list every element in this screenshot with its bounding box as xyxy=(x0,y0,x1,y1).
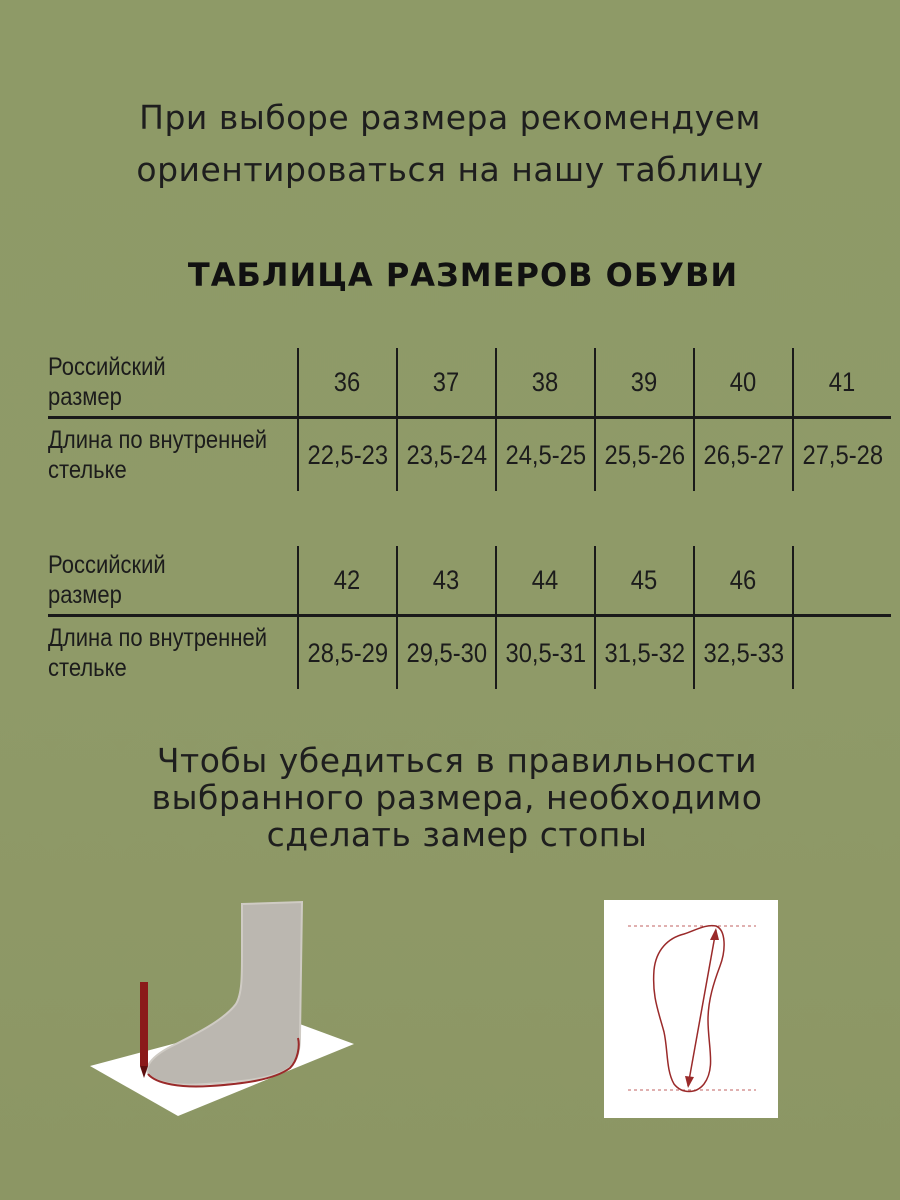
size-cell: 39 xyxy=(595,348,694,418)
table-row-lengths xyxy=(48,616,891,690)
length-cell: 27,5-28 xyxy=(793,418,891,492)
length-cell: 32,5-33 xyxy=(694,616,793,690)
paper-card xyxy=(604,900,778,1118)
size-cell: 37 xyxy=(397,348,496,418)
size-cell: 36 xyxy=(298,348,397,418)
row-label-size: Российский размер xyxy=(48,546,268,616)
marker-body xyxy=(140,982,148,1066)
page-title: ТАБЛИЦА РАЗМЕРОВ ОБУВИ xyxy=(187,256,739,294)
length-cell: 29,5-30 xyxy=(397,616,496,690)
size-cell: 46 xyxy=(694,546,793,616)
size-cell: 42 xyxy=(298,546,397,616)
size-cell: 40 xyxy=(694,348,793,418)
empty-cell xyxy=(793,546,891,616)
size-cell: 38 xyxy=(496,348,595,418)
length-cell: 31,5-32 xyxy=(595,616,694,690)
length-cell: 22,5-23 xyxy=(298,418,397,492)
size-cell: 41 xyxy=(793,348,891,418)
insole-outline-icon xyxy=(604,900,780,1120)
length-cell: 28,5-29 xyxy=(298,616,397,690)
measure-note xyxy=(0,742,900,853)
row-label-length: Длина по внутренней стельке xyxy=(48,426,267,484)
length-cell: 30,5-31 xyxy=(496,616,595,690)
intro-text xyxy=(0,92,900,196)
row-label-length: Длина по внутренней стельке xyxy=(48,624,267,682)
size-cell: 43 xyxy=(397,546,496,616)
length-cell: 25,5-26 xyxy=(595,418,694,492)
measure-note-line-2: выбранного размера, необходимо xyxy=(151,778,763,817)
table-row-sizes xyxy=(48,348,891,418)
size-cell: 45 xyxy=(595,546,694,616)
empty-cell xyxy=(793,616,891,690)
row-label-size: Российский размер xyxy=(48,348,268,418)
foot-shape xyxy=(147,902,302,1085)
measure-note-line-1: Чтобы убедиться в правильности xyxy=(156,741,758,780)
intro-line-2: ориентироваться на нашу таблицу xyxy=(136,150,764,189)
measure-note-line-3: сделать замер стопы xyxy=(266,815,648,854)
length-cell: 23,5-24 xyxy=(397,418,496,492)
table-row-sizes xyxy=(48,546,891,616)
size-cell: 44 xyxy=(496,546,595,616)
size-table-2 xyxy=(48,546,891,689)
foot-measure-icon xyxy=(86,896,358,1128)
length-cell: 24,5-25 xyxy=(496,418,595,492)
size-table-1 xyxy=(48,348,891,491)
table-row-lengths xyxy=(48,418,891,492)
length-cell: 26,5-27 xyxy=(694,418,793,492)
intro-line-1: При выборе размера рекомендуем xyxy=(139,98,761,137)
